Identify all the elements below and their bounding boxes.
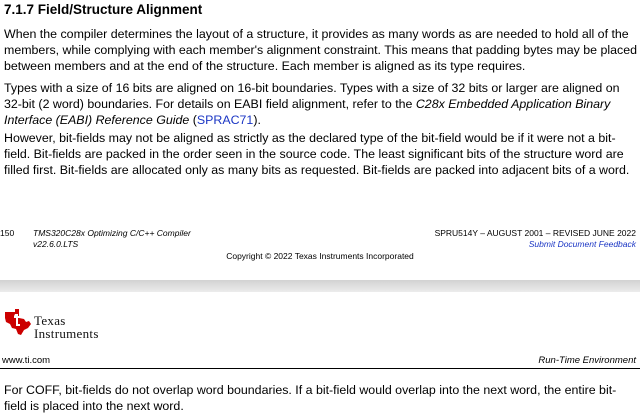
- paren-close: ).: [253, 113, 261, 128]
- ti-wordmark-line1: Texas: [34, 313, 66, 328]
- paragraph-coff-bit-fields: For COFF, bit-fields do not overlap word boundaries. If a bit-field would overlap into the next word, the entire bit-field is placed into the next word.: [4, 383, 617, 414]
- footer-doc-title-line1: TMS320C28x Optimizing C/C++ Compiler: [33, 228, 191, 238]
- ti-wordmark: [34, 314, 99, 340]
- section-heading: 7.1.7 Field/Structure Alignment: [4, 2, 203, 17]
- paragraph-type-alignment-text: Types with a size of 16 bits are aligned on 16-bit boundaries. Types with a size of 32 bits or larger are aligned on 32-bit (2 word) boundaries. For details on EABI field alignment, refer to the: [4, 81, 620, 112]
- header-rule: [0, 368, 640, 369]
- ti-wordmark-line2: Instruments: [34, 326, 99, 341]
- paren-open: (: [189, 113, 197, 128]
- submit-feedback-link[interactable]: Submit Document Feedback: [528, 239, 636, 249]
- eabi-guide-title: C28x Embedded Application Binary Interface (EABI) Reference Guide: [4, 97, 611, 128]
- document-page-151: [0, 292, 640, 412]
- paragraph-structure-layout: When the compiler determines the layout of a structure, it provides as many words as are needed to hold all of the members, while complying with each member's alignment constraint. This means that padding bytes may be placed between members and at the end of the structure. Each member is aligned as its type requires.: [4, 27, 637, 74]
- chapter-name: Run-Time Environment: [538, 355, 636, 366]
- paragraph-type-alignment: [4, 80, 638, 129]
- texas-state-icon: [2, 307, 36, 337]
- footer-doc-title: [33, 228, 191, 250]
- page-separator: [0, 280, 640, 292]
- footer-doc-title-line2: v22.6.0.LTS: [33, 239, 79, 249]
- website-url: www.ti.com: [2, 355, 51, 366]
- paragraph-bit-fields: However, bit-fields may not be aligned as strictly as the declared type of the bit-field would be if it were not a bit-field. Bit-fields are packed in the order seen in the source code. The least significant bits of the structure word are filled first. Bit-fields are allocated only as many bits as requested. Bit-fields are packed into adjacent bits of a word.: [4, 131, 630, 178]
- sprac71-link[interactable]: SPRAC71: [196, 113, 254, 128]
- page-number: 150: [0, 228, 15, 238]
- footer-copyright: Copyright © 2022 Texas Instruments Incorporated: [226, 251, 414, 261]
- footer-doc-number: SPRU514Y – AUGUST 2001 – REVISED JUNE 2022: [434, 228, 636, 238]
